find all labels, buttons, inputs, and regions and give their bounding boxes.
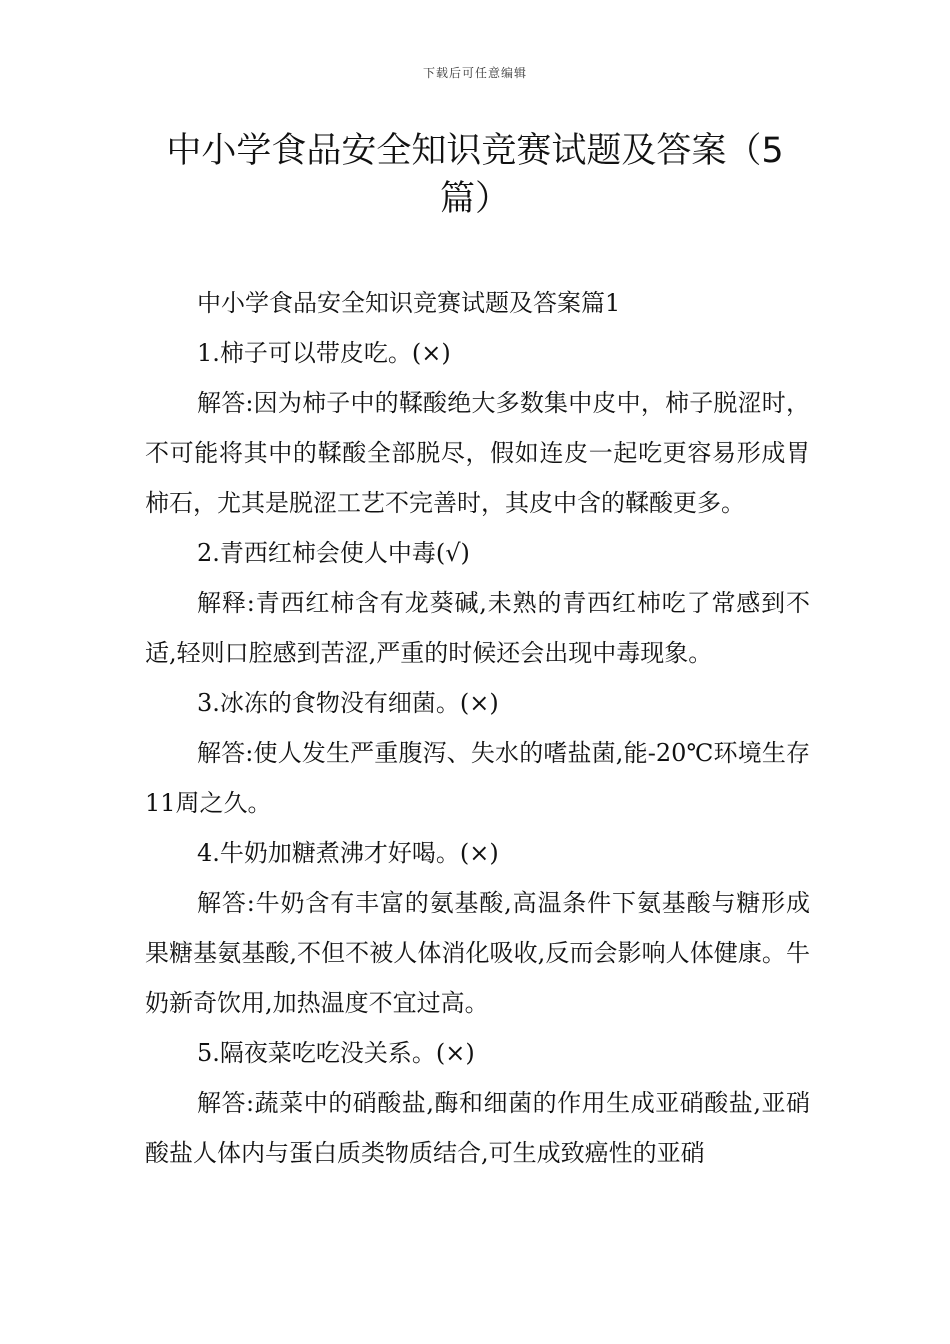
answer-5: 解答:蔬菜中的硝酸盐,酶和细菌的作用生成亚硝酸盐,亚硝酸盐人体内与蛋白质类物质结合,可生成致癌性的亚硝	[145, 1089, 810, 1167]
question-5: 5.隔夜菜吃吃没关系。(×)	[197, 1039, 475, 1067]
answer-4: 解答:牛奶含有丰富的氨基酸,高温条件下氨基酸与糖形成果糖基氨基酸,不但不被人体消化吸收,反而会影响人体健康。牛奶新奇饮用,加热温度不宜过高。	[145, 889, 810, 1017]
answer-3: 解答:使人发生严重腹泻、失水的嗜盐菌,能-20℃环境生存11周之久。	[145, 739, 810, 817]
question-3: 3.冰冻的食物没有细菌。(×)	[197, 689, 499, 717]
page-header-note: 下载后可任意编辑	[422, 66, 527, 80]
answer-1: 解答:因为柿子中的鞣酸绝大多数集中皮中，柿子脱涩时，不可能将其中的鞣酸全部脱尽，假如连皮一起吃更容易形成胃柿石，尤其是脱涩工艺不完善时，其皮中含的鞣酸更多。	[145, 389, 810, 517]
answer-2: 解释:青西红柿含有龙葵碱,未熟的青西红柿吃了常感到不适,轻则口腔感到苦涩,严重的时候还会出现中毒现象。	[145, 589, 810, 667]
document-body	[145, 278, 810, 1178]
document-title: 中小学食品安全知识竞赛试题及答案（5篇）	[166, 131, 784, 219]
section-heading: 中小学食品安全知识竞赛试题及答案篇1	[197, 289, 621, 317]
question-2: 2.青西红柿会使人中毒(√)	[197, 539, 470, 567]
question-4: 4.牛奶加糖煮沸才好喝。(×)	[197, 839, 499, 867]
question-1: 1.柿子可以带皮吃。(×)	[197, 339, 451, 367]
